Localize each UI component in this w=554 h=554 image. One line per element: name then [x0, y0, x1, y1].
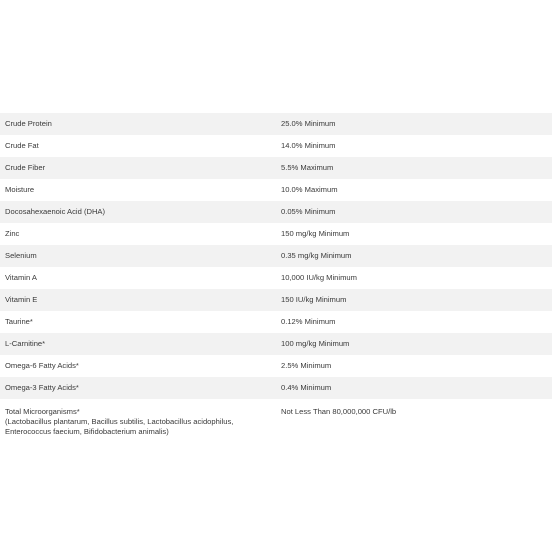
nutrient-value: 14.0% Minimum [281, 141, 336, 150]
table-row [0, 135, 552, 157]
table-row [0, 399, 552, 441]
nutrient-value: 150 mg/kg Minimum [281, 229, 350, 238]
table-row [0, 223, 552, 245]
nutrient-value: 0.05% Minimum [281, 207, 336, 216]
nutrient-value: 0.12% Minimum [281, 317, 336, 326]
nutrient-name: Crude Fiber [5, 163, 46, 172]
nutrient-name: Selenium [5, 251, 37, 260]
nutrient-name: L-Carnitine* [5, 339, 46, 348]
nutrient-name: Total Microorganisms* (Lactobacillus plantarum, Bacillus subtilis, Lactobacillus acidophilus, Enterococcus faecium, Bifidobacterium animalis) [5, 407, 234, 436]
nutrient-name: Vitamin E [5, 295, 38, 304]
nutrient-value: 10.0% Maximum [281, 185, 338, 194]
table-row [0, 179, 552, 201]
guaranteed-analysis-table [0, 113, 552, 441]
nutrient-name: Taurine* [5, 317, 33, 326]
nutrient-value: 2.5% Minimum [281, 361, 332, 370]
table-row [0, 311, 552, 333]
table-row [0, 355, 552, 377]
nutrient-value: 0.35 mg/kg Minimum [281, 251, 352, 260]
nutrient-name: Moisture [5, 185, 35, 194]
table-row [0, 377, 552, 399]
nutrient-value: 150 IU/kg Minimum [281, 295, 347, 304]
nutrient-value: 25.0% Minimum [281, 119, 336, 128]
nutrient-value: 5.5% Maximum [281, 163, 334, 172]
nutrient-name: Crude Fat [5, 141, 39, 150]
nutrient-name: Omega-6 Fatty Acids* [5, 361, 79, 370]
nutrient-value: 10,000 IU/kg Minimum [281, 273, 357, 282]
nutrient-name: Vitamin A [5, 273, 37, 282]
table-row [0, 333, 552, 355]
nutrient-name: Omega-3 Fatty Acids* [5, 383, 79, 392]
table-row [0, 157, 552, 179]
table-row [0, 245, 552, 267]
nutrient-value: Not Less Than 80,000,000 CFU/lb [281, 407, 397, 416]
table-row [0, 113, 552, 135]
table-row [0, 267, 552, 289]
nutrient-value: 100 mg/kg Minimum [281, 339, 350, 348]
nutrient-name: Zinc [5, 229, 20, 238]
nutrient-name: Crude Protein [5, 119, 52, 128]
nutrient-value: 0.4% Minimum [281, 383, 332, 392]
nutrient-name: Docosahexaenoic Acid (DHA) [5, 207, 106, 216]
table-row [0, 289, 552, 311]
table-row [0, 201, 552, 223]
